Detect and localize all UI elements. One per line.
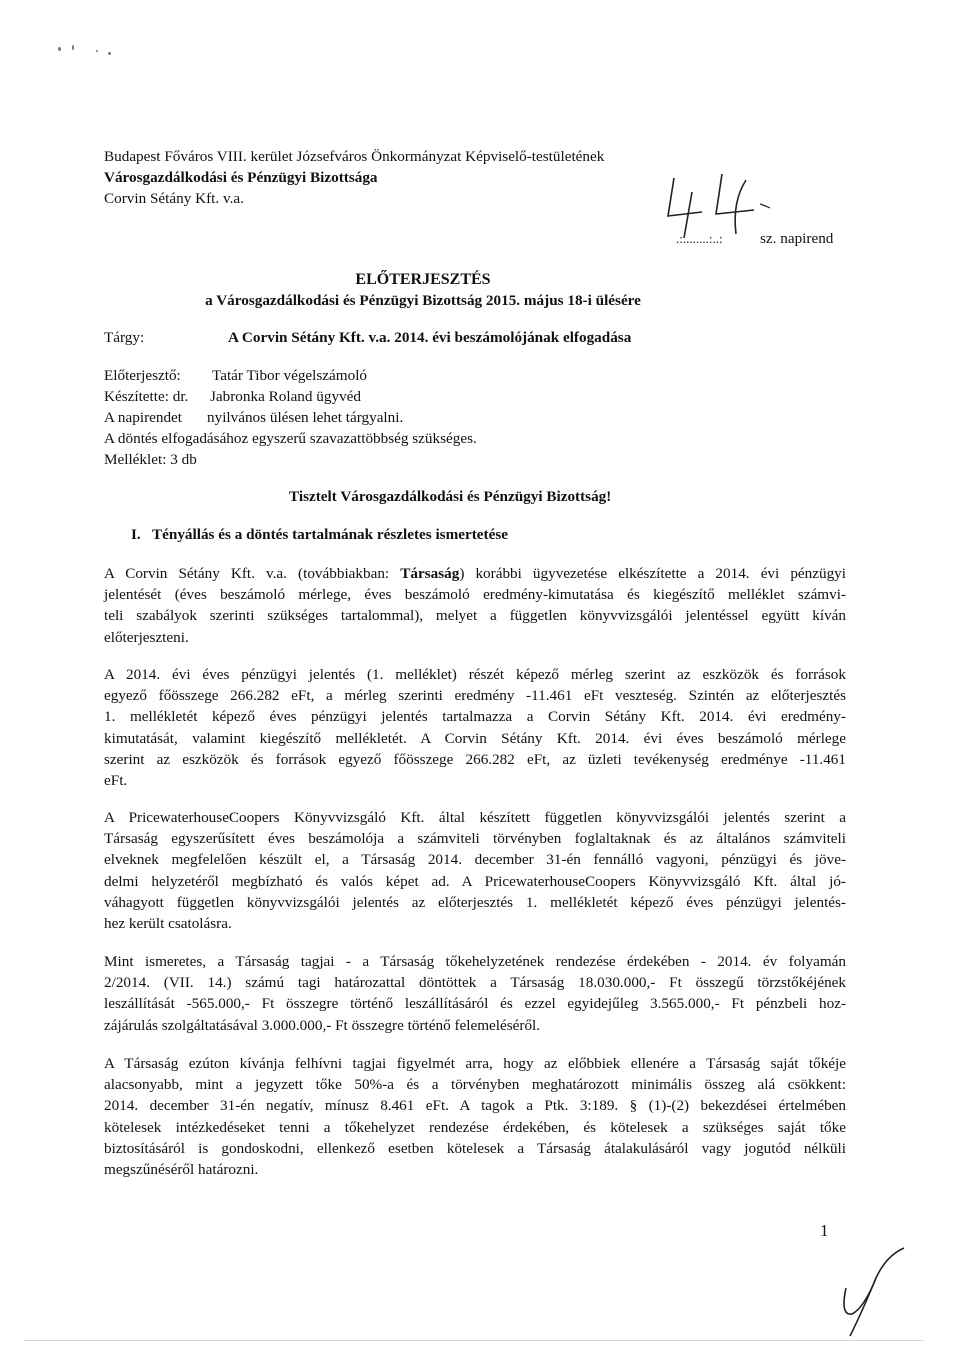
scan-speck xyxy=(108,52,111,55)
paragraph-line: kötelesek intézkedéseket tenni a tőkehelyzet rendezése érdekében, és kötelesek a szükséges saját tőke xyxy=(104,1118,846,1136)
salutation: Tisztelt Városgazdálkodási és Pénzügyi Bizottság! xyxy=(289,488,612,505)
paragraph-line: 2014. december 31-én negatív, mínusz 8.461 eFt. A tagok a Ptk. 3:189. § (1)-(2) bekezdései értelmében xyxy=(104,1097,846,1115)
paragraph-line: egyező főösszege 266.282 eFt, a mérleg szerinti eredmény -11.461 eFt veszteség. Szintén az előterjesztés xyxy=(104,687,846,705)
scan-speck xyxy=(72,45,74,50)
paragraph-4 xyxy=(104,951,846,1036)
line-prefix: A Corvin Sétány Kft. v.a. (továbbiakban: xyxy=(104,565,401,582)
agenda-dots: .:........:..: xyxy=(676,231,723,246)
document-subtitle: a Városgazdálkodási és Pénzügyi Bizottság 2015. május 18-i ülésére xyxy=(205,292,641,309)
scan-speck xyxy=(58,47,61,51)
prepared-label: Készítette: dr. xyxy=(104,388,189,405)
paragraph-line: alacsonyabb, mint a jegyzett tőke 50%-a és a törvényben meghatározott minimális összeg alá csökkent: xyxy=(104,1076,846,1094)
header-company: Corvin Sétány Kft. v.a. xyxy=(104,190,244,207)
document-title: ELŐTERJESZTÉS xyxy=(355,271,491,288)
paragraph-line: hez került csatolásra. xyxy=(104,914,232,932)
paragraph-line: előterjeszteni. xyxy=(104,628,189,646)
paragraph-line: A PricewaterhouseCoopers Könyvvizsgáló Kft. által készített független könyvvizsgálói jelentés szerint a xyxy=(104,809,846,826)
paragraph-line: Mint ismeretes, a Társaság tagjai - a Társaság tőkehelyzetének rendezése érdekében - 2014. év folyamán xyxy=(104,953,846,970)
paragraph-line: zájárulás szolgáltatásával 3.000.000,- Ft összegre történő felemeléséről. xyxy=(104,1016,541,1034)
agenda-label: sz. napirend xyxy=(760,230,834,247)
paragraph-line: kimutatását, valamint kiegészítő mellékletét. A Corvin Sétány Kft. 2014. évi éves beszámoló mérlege xyxy=(104,729,846,747)
line-suffix: ) korábbi ügyvezetése elkészítette a 2014. évi pénzügyi xyxy=(459,565,846,582)
paragraph-3 xyxy=(104,807,846,934)
paragraph-line xyxy=(104,563,846,584)
paragraph-2 xyxy=(104,664,846,791)
attachment-note: Melléklet: 3 db xyxy=(104,451,197,468)
page-number: 1 xyxy=(820,1221,829,1240)
section-number: I. xyxy=(131,526,141,543)
section-title: Tényállás és a döntés tartalmának részletes ismertetése xyxy=(152,526,508,543)
paragraph-line: A 2014. évi éves pénzügyi jelentés (1. melléklet) részét képező mérleg szerint az eszközök és források xyxy=(104,666,846,683)
paragraph-line: megszűnéséről határozni. xyxy=(104,1160,259,1178)
paragraph-5 xyxy=(104,1053,846,1180)
prepared-name: Jabronka Roland ügyvéd xyxy=(210,388,361,405)
paragraph-line: váhagyott független könyvvizsgálói jelentés az előterjesztés 1. mellékletét képező éves pénzügyi jelentés- xyxy=(104,893,846,911)
paragraph-line: jelentését (éves beszámoló mérlege, éves beszámoló eredmény-kimutatása és kiegészítő melléklet számvi- xyxy=(104,586,846,604)
paragraph-line: A Társaság ezúton kívánja felhívni tagjai figyelmét arra, hogy az előbbiek ellenére a Társaság saját tőkéje xyxy=(104,1055,846,1072)
paragraph-line: leszállítását -565.000,- Ft összegre történő leszállításáról és ezzel egyidejűleg 3.565.000,- Ft pénzbeli hoz- xyxy=(104,995,846,1013)
paragraph-line: 2/2014. (VII. 14.) számú tagi határozattal döntöttek a Társaság 18.030.000,- Ft összegű törzstőkéjének xyxy=(104,974,846,992)
paragraph-line: teli szabályok szerinti szükséges tartalommal), melyet a független könyvvizsgálói jelentéssel együtt kíván xyxy=(104,607,846,625)
paragraph-line: 1. mellékletét képező éves pénzügyi jelentés tartalmazza a Corvin Sétány Kft. 2014. évi eredmény- xyxy=(104,708,846,726)
paragraph-line: elveknek megfelelően készült el, a Társaság 2014. december 31-én fennálló vagyoni, pénzügyi és jöve- xyxy=(104,851,846,869)
paragraph-line: szerint az eszközök és források egyező főösszege 266.282 eFt, az üzleti tevékenység eredménye -11.461 xyxy=(104,750,846,768)
agenda-meta-text: nyilvános ülésen lehet tárgyalni. xyxy=(207,409,404,426)
paragraph-line: biztosításáról is gondoskodni, ellenkező esetben kötelesek a Társaság átalakulásáról vagy jogutód nélküli xyxy=(104,1139,846,1157)
paragraph-line: eFt. xyxy=(104,771,128,789)
presenter-label: Előterjesztő: xyxy=(104,367,181,384)
agenda-meta-label: A napirendet xyxy=(104,409,183,426)
subject-label: Tárgy: xyxy=(104,329,145,346)
bold-term: Társaság xyxy=(400,565,460,582)
header-institution: Budapest Főváros VIII. kerület Józsefváros Önkormányzat Képviselő-testületének xyxy=(104,148,605,165)
subject-text: A Corvin Sétány Kft. v.a. 2014. évi beszámolójának elfogadása xyxy=(228,329,632,346)
paragraph-line: Társaság egyszerűsített éves beszámolója a számviteli törvényben foglaltaknak és az általános számviteli xyxy=(104,830,846,848)
presenter-name: Tatár Tibor végelszámoló xyxy=(212,367,368,384)
decision-note: A döntés elfogadásához egyszerű szavazattöbbség szükséges. xyxy=(104,430,477,447)
header-committee: Városgazdálkodási és Pénzügyi Bizottsága xyxy=(104,169,378,186)
scan-speck xyxy=(96,50,98,52)
paragraph-1 xyxy=(104,563,846,648)
scan-edge-line xyxy=(24,1340,924,1341)
handwritten-initial xyxy=(832,1242,916,1342)
paragraph-line: delmi helyzetéről megbízható és valós képet ad. A PricewaterhouseCoopers Könyvvizsgáló Kft. által jó- xyxy=(104,872,846,890)
